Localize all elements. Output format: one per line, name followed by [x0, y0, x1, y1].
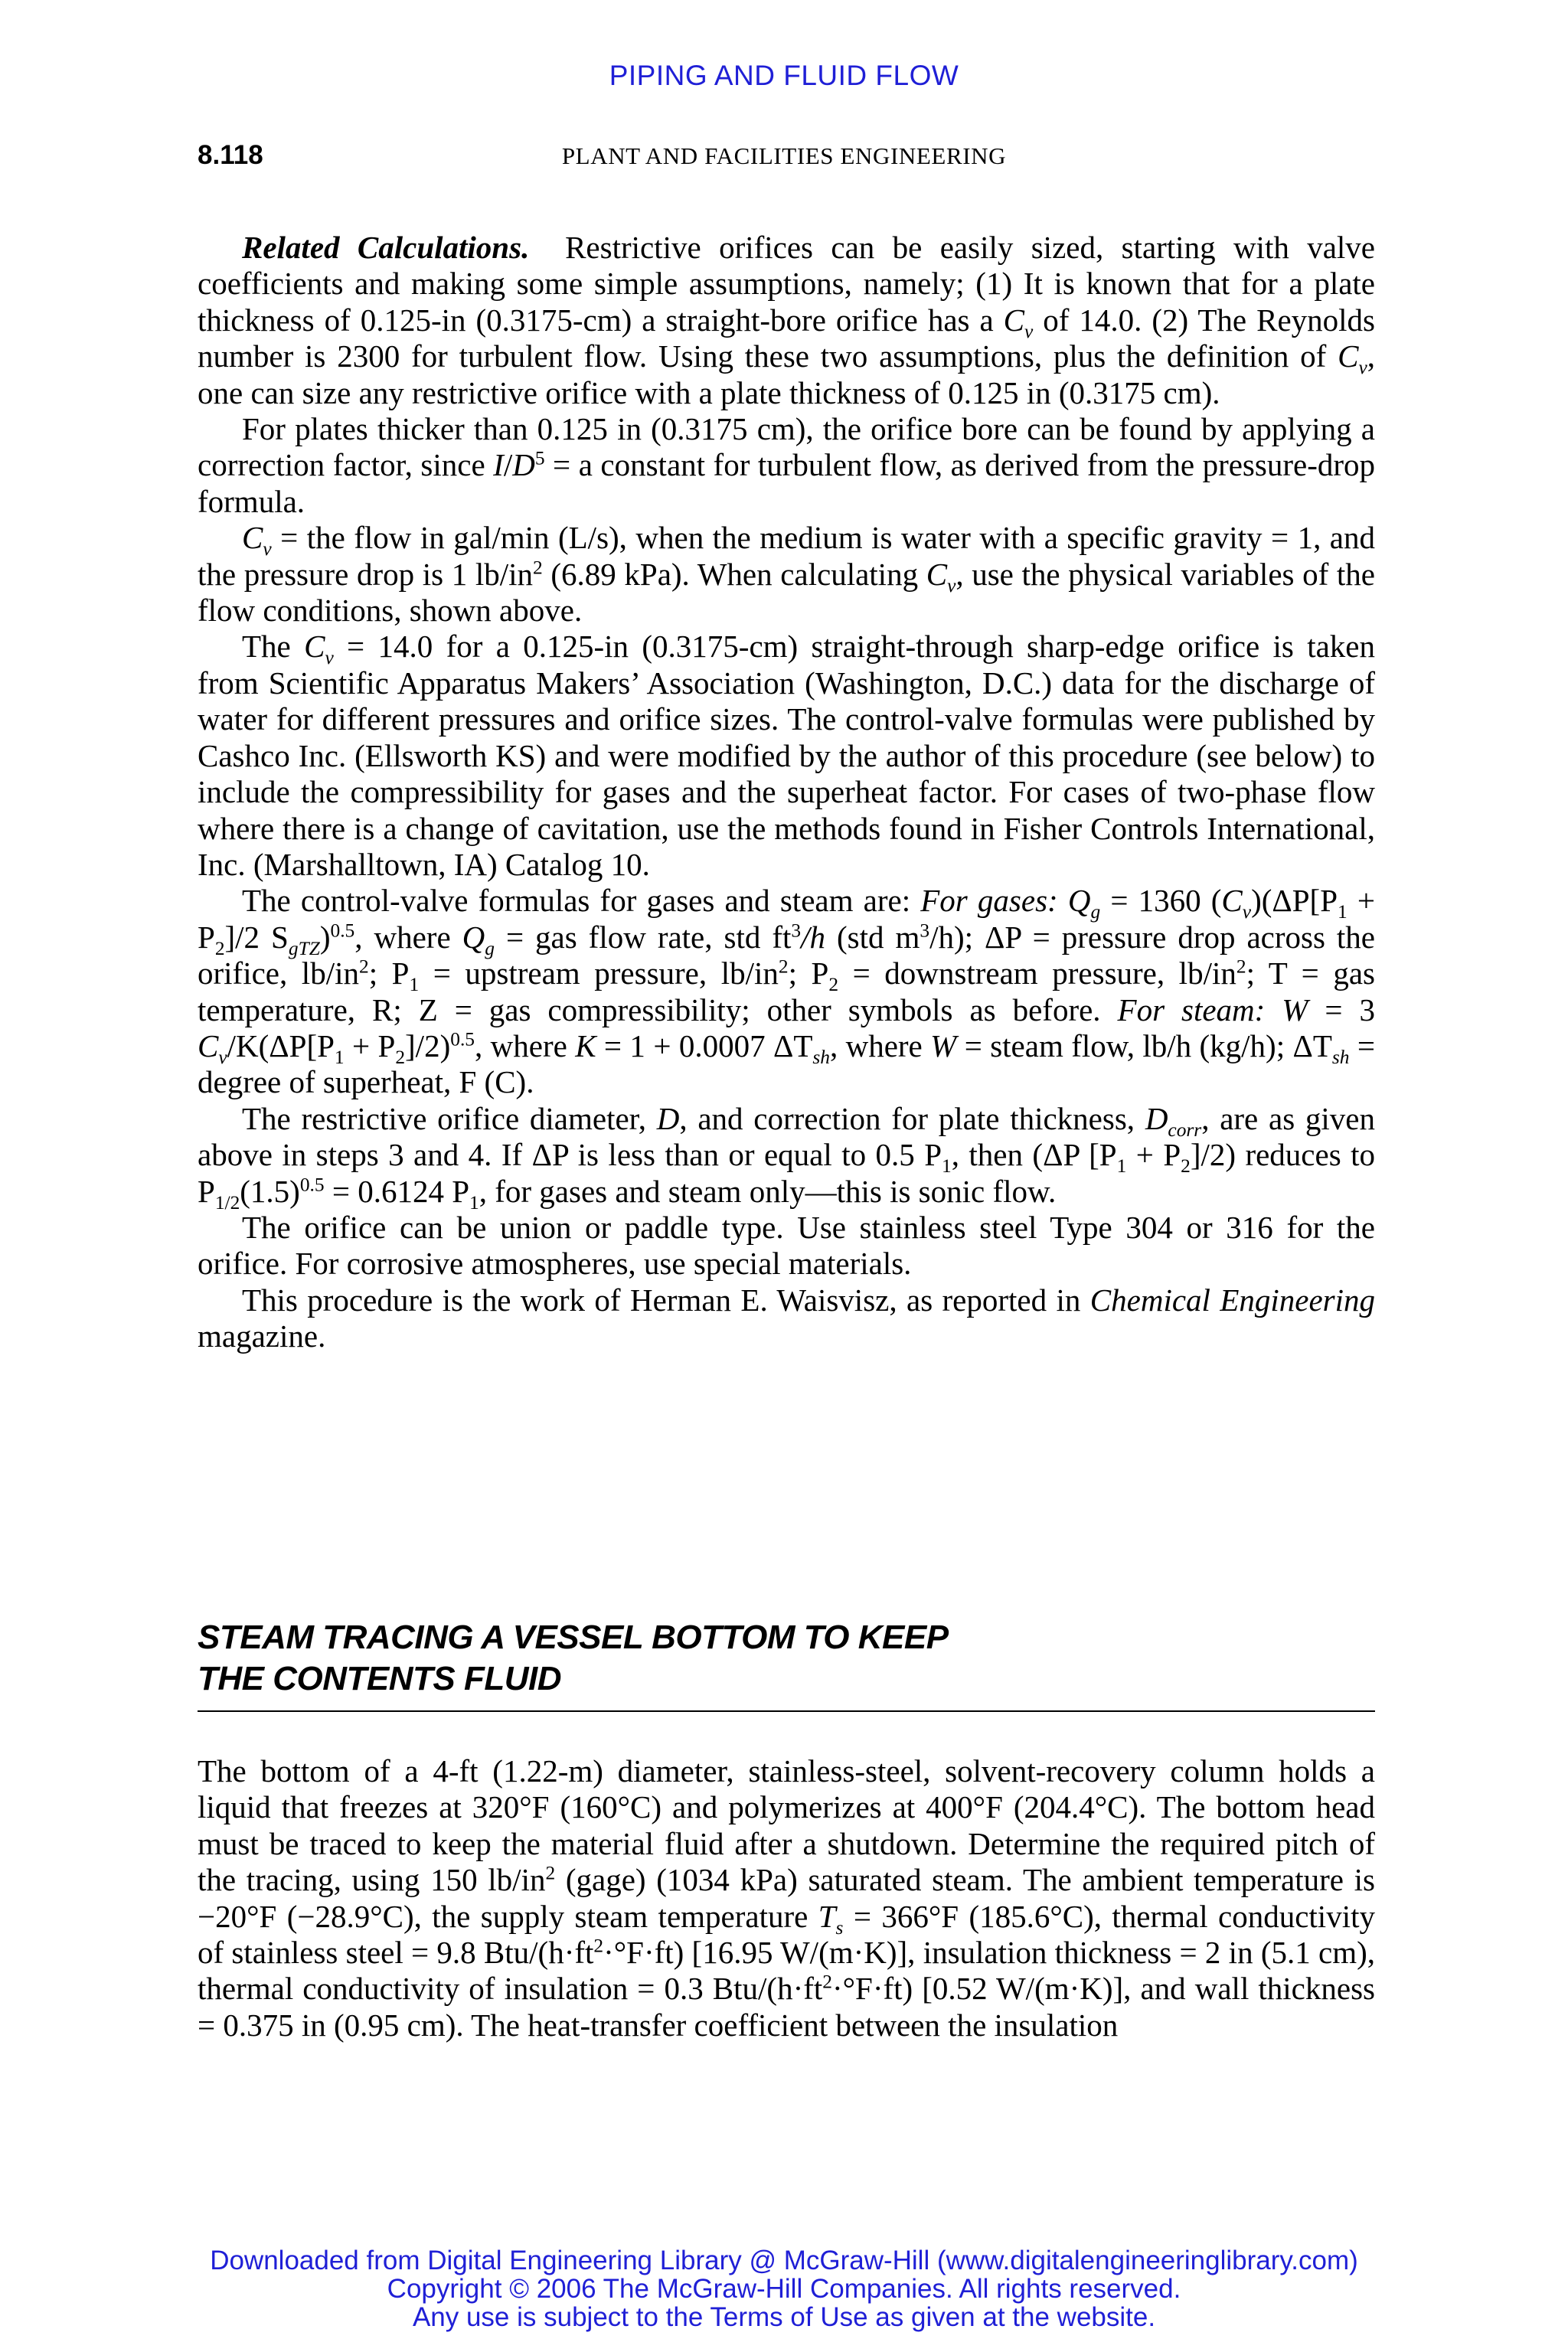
- page-number: 8.118: [198, 140, 263, 170]
- section-heading-line: THE CONTENTS FLUID: [198, 1660, 561, 1697]
- footer-copyright: Copyright © 2006 The McGraw-Hill Companies. All rights reserved.: [387, 2274, 1181, 2304]
- run-in-heading: Related Calculations.: [242, 230, 530, 265]
- paragraph: The $C_v = 14.0$ for a 0.125-in (0.3175-cm) straight-through sharp-edge orifice is taken from Scientific Apparatus Makers’ Association (Washington, D.C.) data for the discharge of water for different pressures and orifice sizes. The control-valve formulas were published by Cashco Inc. (Ellsworth KS) and were modified by the author of this procedure (see below) to include the compressibility for gases and the superheat factor. For cases of two-phase flow where there is a change of cavitation, use the methods found in Fisher Controls International, Inc. (Marshalltown, IA) Catalog 10.: [198, 629, 1375, 882]
- section-heading-line: STEAM TRACING A VESSEL BOTTOM TO KEEP: [198, 1619, 949, 1656]
- footer-terms-link[interactable]: Any use is subject to the Terms of Use as given at the website.: [412, 2302, 1156, 2332]
- paragraph: $C_v$ = the flow in gal/min (L/s), when the medium is water with a specific gravity = 1, and the pressure drop is 1 $lb/in^2$ (6.89 kPa). When calculating $C_v$, use the physical variables of the flow conditions, shown above.: [198, 520, 1375, 629]
- paragraph: Related Calculations. Restrictive orifices can be easily sized, starting with valve coefficients and making some simple assumptions, namely; (1) It is known that for a plate thickness of 0.125-in (0.3175-cm) a straight-bore orifice has a $C_v$ of 14.0. (2) The Reynolds number is 2300 for turbulent flow. Using these two assumptions, plus the definition of $C_v$, one can size any restrictive orifice with a plate thickness of 0.125 in (0.3175 cm).: [198, 230, 1375, 410]
- paragraph: The bottom of a 4-ft (1.22-m) diameter, stainless-steel, solvent-recovery column holds a liquid that freezes at 320°F (160°C) and polymerizes at 400°F (204.4°C). The bottom head must be traced to keep the material fluid after a shutdown. Determine the required pitch of the tracing, using 150 $lb/in^2$ (gage) (1034 kPa) saturated steam. The ambient temperature is −20°F (−28.9°C), the supply steam temperature $T_s = 366^\circ F$ (185.6°C), thermal conductivity of stainless steel = 9.8 Btu/$(h\cdot ft^2\cdot^\circ F\cdot ft)$ [16.95 W/(m·K)], insulation thickness = 2 in (5.1 cm), thermal conductivity of insulation = 0.3 Btu/$(h\cdot ft^2\cdot^\circ F\cdot ft)$ [0.52 W/(m·K)], and wall thickness = 0.375 in (0.95 cm). The heat-transfer coefficient between the insulation: [198, 1753, 1375, 2043]
- running-head: PLANT AND FACILITIES ENGINEERING: [561, 142, 1007, 169]
- paragraph: The orifice can be union or paddle type. Use stainless steel Type 304 or 316 for the orifice. For corrosive atmospheres, use special materials.: [198, 1209, 1375, 1282]
- chapter-title-link[interactable]: PIPING AND FLUID FLOW: [609, 60, 959, 91]
- section-heading: [198, 1617, 1375, 1712]
- footer-download-link[interactable]: Downloaded from Digital Engineering Library @ McGraw-Hill (www.digitalengineeringlibrary.com): [210, 2246, 1358, 2275]
- paragraph: For plates thicker than 0.125 in (0.3175 cm), the orifice bore can be found by applying a correction factor, since $I/D^5 = a$ constant for turbulent flow, as derived from the pressure-drop formula.: [198, 411, 1375, 519]
- section-body: [198, 1753, 1375, 2043]
- related-calculations-body: [198, 230, 1375, 1355]
- paragraph: The restrictive orifice diameter, D, and correction for plate thickness, $D_{corr}$, are as given above in steps 3 and 4. If ΔP is less than or equal to 0.5 $P_1$, then (ΔP $[P_1 + P_2]/2$) reduces to $P_{1/2}(1.5)^{0.5} = 0.6124$ $P_1$, for gases and steam only—this is sonic flow.: [198, 1100, 1375, 1214]
- paragraph: The control-valve formulas for gases and steam are: For gases: $Q_g = 1360$ $(C_v)(\Delta P[P_1 + P_2]/2$ $S_{gTZ})^{0.5}$, where $Q_g$ = gas flow rate, std $ft^3/h$ (std $m^3/h$); ΔP = pressure drop across the orifice, $lb/in^2$; $P_1$ = upstream pressure, $lb/in^2$; $P_2$ = downstream pressure, $lb/in^2$; T = gas temperature, R; Z = gas compressibility; other symbols as before. For steam: W = 3 $C_v/K(\Delta P[P_1 + P_2]/2)^{0.5}$, where K = 1 + 0.0007 $\Delta T_{sh}$, where W = steam flow, lb/h (kg/h); $\Delta T_{sh}$ = degree of superheat, F (C).: [198, 883, 1376, 1100]
- footer-notice: [0, 2246, 1568, 2331]
- paragraph: This procedure is the work of Herman E. Waisvisz, as reported in Chemical Engineering magazine.: [198, 1282, 1375, 1354]
